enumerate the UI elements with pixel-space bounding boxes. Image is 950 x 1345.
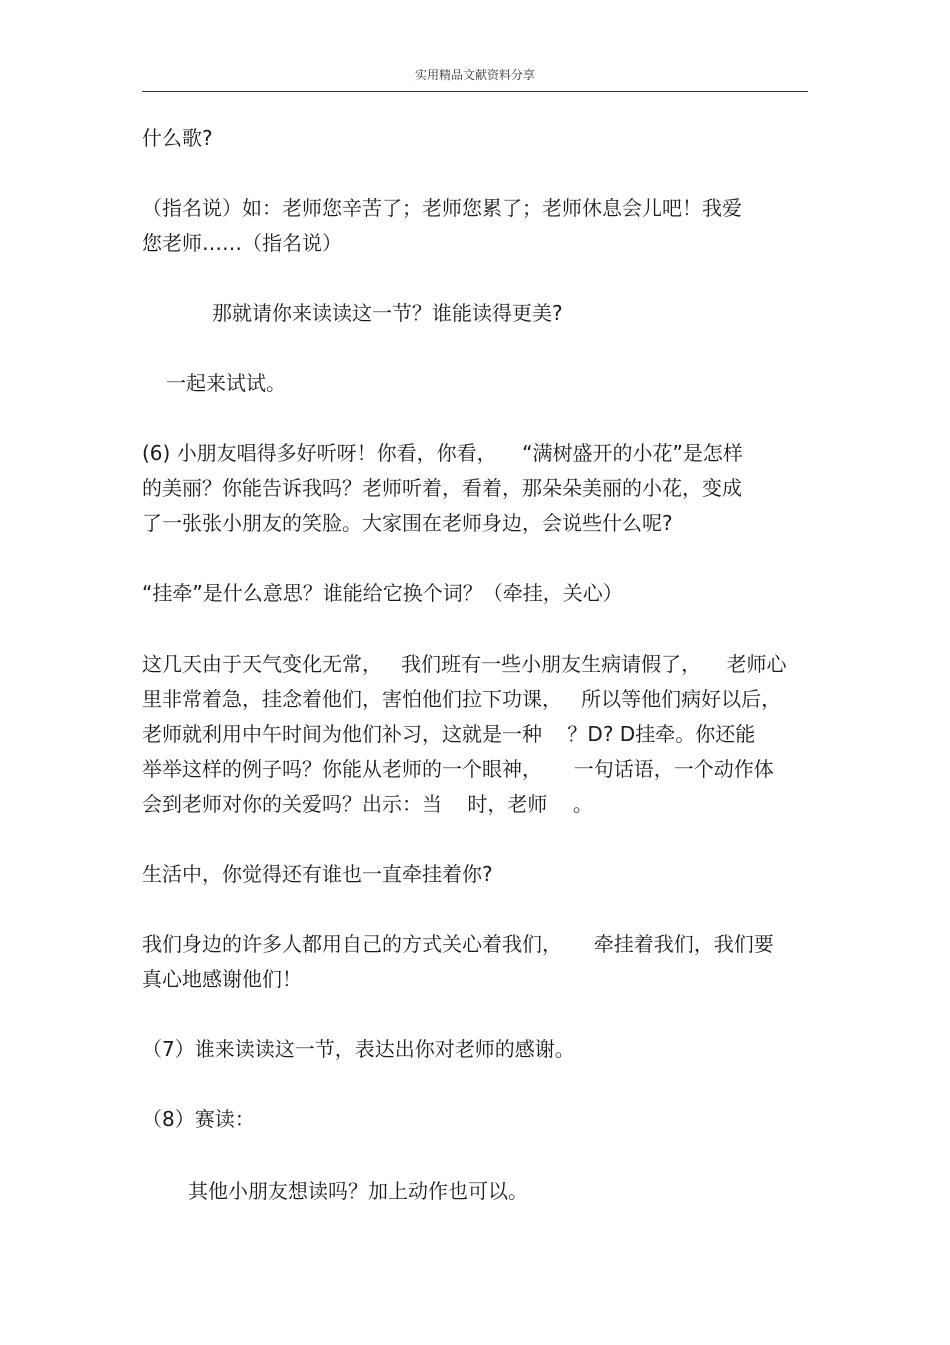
text-line: （7）谁来读读这一节，表达出你对老师的感谢。 — [142, 1037, 575, 1061]
text-line: 这几天由于天气变化无常， 我们班有一些小朋友生病请假了， 老师心 — [142, 652, 787, 676]
page-header: 实用精品文献资料分享 — [414, 68, 535, 82]
text-line: 那就请你来读读这一节？谁能读得更美? — [212, 301, 563, 325]
text-line: （8）赛读： — [142, 1107, 255, 1131]
text-line: 会到老师对你的关爱吗？出示：当 时，老师 。 — [142, 792, 593, 816]
text-line: 一起来试试。 — [166, 371, 286, 395]
text-line: (6) 小朋友唱得多好听呀！你看，你看， “满树盛开的小花”是怎样 — [142, 441, 743, 465]
text-line: 什么歌? — [142, 126, 213, 150]
text-line: 了一张张小朋友的笑脸。大家围在老师身边，会说些什么呢? — [142, 511, 673, 535]
text-line: 里非常着急，挂念着他们，害怕他们拉下功课， 所以等他们病好以后， — [142, 687, 782, 711]
text-line: 真心地感谢他们！ — [142, 967, 302, 991]
text-line: 其他小朋友想读吗？加上动作也可以。 — [188, 1179, 528, 1203]
text-line: “挂牵”是什么意思？谁能给它换个词？（牵挂，关心） — [142, 581, 623, 605]
text-line: 老师就利用中午时间为他们补习，这就是一种 ？D? D挂牵。你还能 — [142, 722, 756, 746]
header-rule — [142, 91, 808, 92]
text-line: 的美丽？你能告诉我吗？老师听着，看着，那朵朵美丽的小花，变成 — [142, 476, 742, 500]
text-line: 举举这样的例子吗？你能从老师的一个眼神， 一句话语，一个动作体 — [142, 757, 774, 781]
text-line: 您老师……（指名说） — [142, 231, 342, 255]
text-line: 我们身边的许多人都用自己的方式关心着我们， 牵挂着我们，我们要 — [142, 932, 774, 956]
text-line: （指名说）如：老师您辛苦了；老师您累了；老师休息会儿吧！我爱 — [142, 196, 742, 220]
text-line: 生活中，你觉得还有谁也一直牵挂着你? — [142, 862, 493, 886]
